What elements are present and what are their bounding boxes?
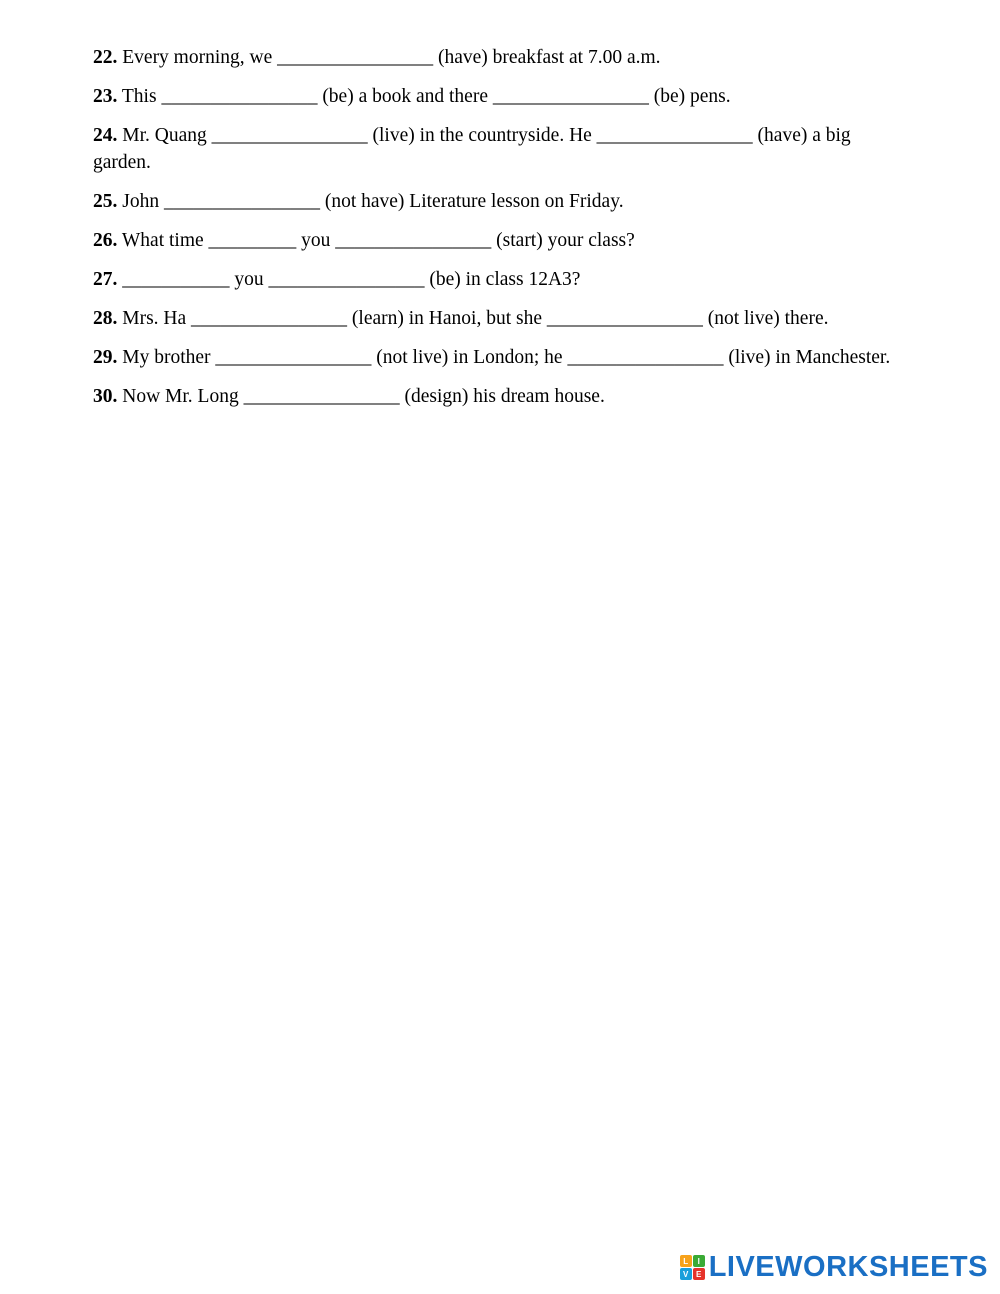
question-number: 27.: [93, 269, 118, 290]
question-25: [93, 188, 903, 215]
question-text: Mr. Quang ________________ (live) in the countryside. He ________________ (have) a big garden.: [93, 125, 851, 173]
liveworksheets-logo: [680, 1251, 988, 1284]
question-number: 25.: [93, 191, 118, 212]
question-29: [93, 344, 903, 371]
question-text: Mrs. Ha ________________ (learn) in Hanoi, but she ________________ (not live) there.: [117, 308, 829, 329]
question-23: [93, 83, 903, 110]
logo-letter: V: [680, 1268, 692, 1280]
question-text: John ________________ (not have) Literature lesson on Friday.: [117, 191, 624, 212]
worksheet-questions: [93, 44, 903, 422]
question-28: [93, 305, 903, 332]
question-number: 29.: [93, 347, 118, 368]
question-number: 23.: [93, 86, 118, 107]
question-22: [93, 44, 903, 71]
question-text: Now Mr. Long ________________ (design) his dream house.: [117, 386, 605, 407]
question-number: 26.: [93, 230, 118, 251]
question-27: [93, 266, 903, 293]
question-text: My brother ________________ (not live) in London; he ________________ (live) in Manchester.: [117, 347, 891, 368]
question-number: 28.: [93, 308, 118, 329]
question-number: 30.: [93, 386, 118, 407]
question-26: [93, 227, 903, 254]
logo-mark-icon: [680, 1255, 705, 1280]
question-number: 24.: [93, 125, 118, 146]
question-24: [93, 122, 903, 176]
question-text: This ________________ (be) a book and there ________________ (be) pens.: [117, 86, 731, 107]
question-text: ___________ you ________________ (be) in class 12A3?: [117, 269, 581, 290]
logo-letter: E: [693, 1268, 705, 1280]
question-number: 22.: [93, 47, 118, 68]
question-30: [93, 383, 903, 410]
logo-text: LIVEWORKSHEETS: [708, 1251, 988, 1283]
logo-letter: L: [680, 1255, 692, 1267]
logo-letter: I: [693, 1255, 705, 1267]
question-text: Every morning, we ________________ (have) breakfast at 7.00 a.m.: [117, 47, 661, 68]
question-text: What time _________ you ________________ (start) your class?: [117, 230, 635, 251]
